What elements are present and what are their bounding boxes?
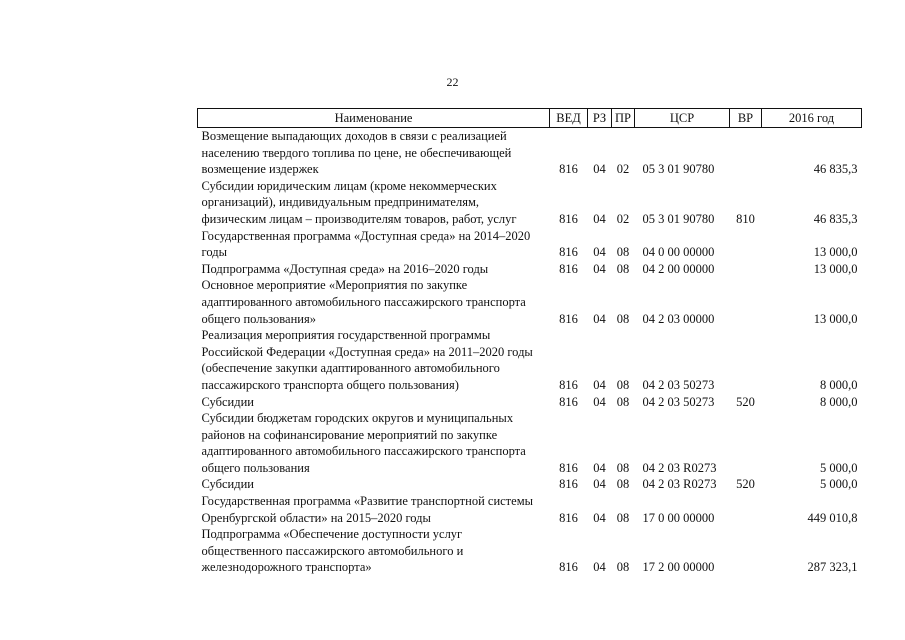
- row-ved: 816: [559, 162, 578, 177]
- row-ved: 816: [559, 394, 578, 409]
- row-name: [198, 493, 550, 526]
- row-vr: [730, 277, 762, 327]
- row-pr: 08: [616, 377, 630, 392]
- table-row: [198, 228, 862, 261]
- row-csr: 04 2 03 00000: [642, 311, 715, 326]
- row-name-line: общего пользования: [201, 460, 310, 475]
- row-csr: 04 2 03 50273: [642, 394, 715, 409]
- row-rz: 04: [593, 311, 606, 326]
- table-row: [198, 261, 862, 278]
- row-sum: 449 010,8: [807, 510, 858, 525]
- row-pr: 08: [616, 245, 630, 260]
- row-pr: 02: [616, 162, 630, 177]
- row-csr: 17 2 00 00000: [642, 560, 715, 575]
- row-ved: 816: [559, 560, 578, 575]
- row-name-line: (обеспечение закупки адаптированного автомобильного: [201, 361, 500, 376]
- row-name-line: Государственная программа «Доступная среда» на 2014–2020: [201, 228, 531, 243]
- header-pr: ПР: [612, 109, 635, 128]
- row-name-line: адаптированного автомобильного пассажирского транспорта: [201, 444, 526, 459]
- row-name-line: Субсидии: [201, 477, 254, 492]
- row-name-line: адаптированного автомобильного пассажирского транспорта: [201, 294, 526, 309]
- row-name: [198, 526, 550, 576]
- table-header: [198, 109, 862, 128]
- table-row: [198, 394, 862, 411]
- row-pr: 08: [616, 560, 630, 575]
- row-name: [198, 128, 550, 178]
- row-csr: 04 2 00 00000: [642, 261, 715, 276]
- header-sum: 2016 год: [762, 109, 862, 128]
- row-sum: 8 000,0: [820, 394, 858, 409]
- row-name-line: Государственная программа «Развитие транспортной системы: [201, 494, 534, 509]
- row-vr: 810: [736, 211, 755, 226]
- table-row: [198, 327, 862, 393]
- row-ved: 816: [559, 460, 578, 475]
- row-name-line: Субсидии: [201, 394, 254, 409]
- row-ved: 816: [559, 245, 578, 260]
- row-name-line: организаций), индивидуальным предпринимателям,: [201, 195, 479, 210]
- table-row: [198, 476, 862, 493]
- table-row: [198, 178, 862, 228]
- row-ved: 816: [559, 377, 578, 392]
- row-vr: [730, 261, 762, 278]
- row-pr: 08: [616, 510, 630, 525]
- row-ved: 816: [559, 510, 578, 525]
- row-pr: 02: [616, 211, 630, 226]
- row-vr: [730, 410, 762, 476]
- row-vr: 520: [736, 477, 755, 492]
- row-name-line: общественного пассажирского автомобильного и: [201, 543, 464, 558]
- header-name: Наименование: [198, 109, 550, 128]
- header-ved: ВЕД: [550, 109, 588, 128]
- row-pr: 08: [616, 394, 630, 409]
- row-rz: 04: [593, 460, 606, 475]
- row-rz: 04: [593, 377, 606, 392]
- row-sum: 13 000,0: [813, 311, 858, 326]
- row-rz: 04: [593, 211, 606, 226]
- row-name-line: возмещение издержек: [201, 162, 319, 177]
- row-name-line: Основное мероприятие «Мероприятия по закупке: [201, 278, 468, 293]
- row-name-line: Субсидии юридическим лицам (кроме некоммерческих: [201, 178, 497, 193]
- page-number: 22: [446, 75, 459, 89]
- row-ved: 816: [559, 311, 578, 326]
- row-csr: 04 2 03 50273: [642, 377, 715, 392]
- row-sum: 13 000,0: [813, 245, 858, 260]
- row-name-line: годы: [201, 245, 227, 260]
- row-ved: 816: [559, 477, 578, 492]
- row-name: [198, 476, 550, 493]
- row-vr: [730, 526, 762, 576]
- row-sum: 287 323,1: [807, 560, 858, 575]
- row-sum: 5 000,0: [820, 477, 858, 492]
- row-name: [198, 327, 550, 393]
- row-vr: [730, 327, 762, 393]
- table-row: [198, 526, 862, 576]
- row-sum: 13 000,0: [813, 261, 858, 276]
- row-rz: 04: [593, 261, 606, 276]
- row-name-line: районов на софинансирование мероприятий по закупке: [201, 427, 498, 442]
- header-rz: РЗ: [588, 109, 612, 128]
- row-name-line: физическим лицам – производителям товаров, работ, услуг: [201, 211, 517, 226]
- table-row: [198, 128, 862, 178]
- row-rz: 04: [593, 245, 606, 260]
- row-name: [198, 261, 550, 278]
- row-name-line: общего пользования»: [201, 311, 316, 326]
- budget-table: [197, 108, 862, 576]
- row-csr: 04 2 03 R0273: [642, 477, 717, 492]
- row-csr: 17 0 00 00000: [642, 510, 715, 525]
- row-name: [198, 228, 550, 261]
- row-name: [198, 277, 550, 327]
- row-sum: 46 835,3: [813, 211, 858, 226]
- row-name-line: Подпрограмма «Обеспечение доступности услуг: [201, 527, 463, 542]
- row-name: [198, 178, 550, 228]
- row-rz: 04: [593, 560, 606, 575]
- row-csr: 04 2 03 R0273: [642, 460, 717, 475]
- table-body: [198, 128, 862, 577]
- table-row: [198, 410, 862, 476]
- row-ved: 816: [559, 211, 578, 226]
- row-sum: 46 835,3: [813, 162, 858, 177]
- row-name-line: Подпрограмма «Доступная среда» на 2016–2020 годы: [201, 261, 489, 276]
- row-name-line: пассажирского транспорта общего пользования): [201, 377, 459, 392]
- table-row: [198, 277, 862, 327]
- row-pr: 08: [616, 261, 630, 276]
- row-name-line: Субсидии бюджетам городских округов и муниципальных: [201, 411, 514, 426]
- header-vr: ВР: [730, 109, 762, 128]
- row-rz: 04: [593, 510, 606, 525]
- row-vr: [730, 128, 762, 178]
- row-pr: 08: [616, 477, 630, 492]
- row-csr: 05 3 01 90780: [642, 211, 715, 226]
- row-vr: [730, 493, 762, 526]
- row-name-line: железнодорожного транспорта»: [201, 560, 372, 575]
- row-vr: [730, 228, 762, 261]
- row-sum: 8 000,0: [820, 377, 858, 392]
- row-csr: 05 3 01 90780: [642, 162, 715, 177]
- row-name-line: Возмещение выпадающих доходов в связи с реализацией: [201, 129, 507, 143]
- row-csr: 04 0 00 00000: [642, 245, 715, 260]
- row-pr: 08: [616, 460, 630, 475]
- header-csr: ЦСР: [635, 109, 730, 128]
- row-name-line: Реализация мероприятия государственной программы: [201, 328, 491, 343]
- row-ved: 816: [559, 261, 578, 276]
- row-name-line: населению твердого топлива по цене, не обеспечивающей: [201, 145, 512, 160]
- row-sum: 5 000,0: [820, 460, 858, 475]
- row-rz: 04: [593, 477, 606, 492]
- row-pr: 08: [616, 311, 630, 326]
- row-name-line: Оренбургской области» на 2015–2020 годы: [201, 510, 431, 525]
- row-rz: 04: [593, 394, 606, 409]
- row-vr: 520: [736, 394, 755, 409]
- row-name-line: Российской Федерации «Доступная среда» на 2011–2020 годы: [201, 344, 533, 359]
- table-row: [198, 493, 862, 526]
- row-name: [198, 394, 550, 411]
- row-name: [198, 410, 550, 476]
- row-rz: 04: [593, 162, 606, 177]
